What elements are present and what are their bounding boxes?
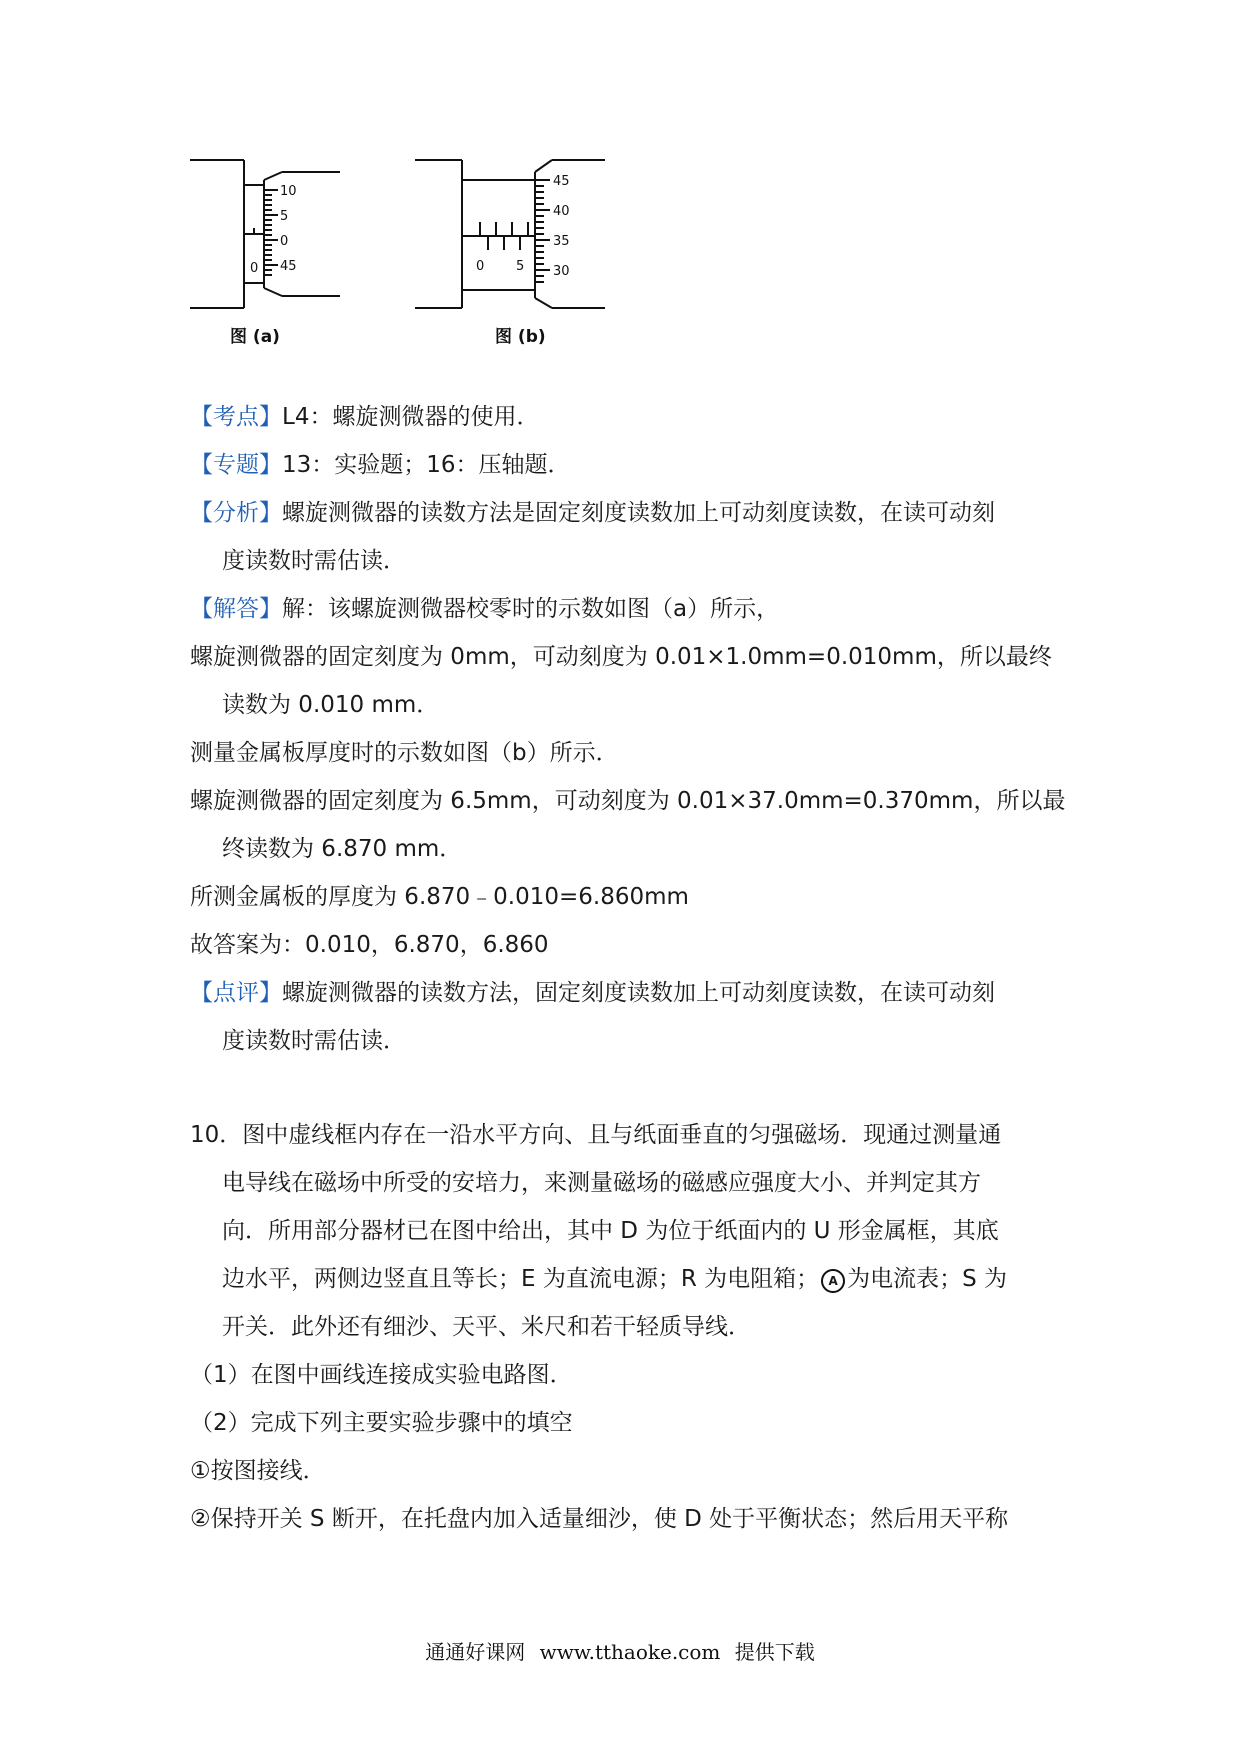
- micrometer-figure-a: [190, 160, 340, 308]
- kaodian-tag: 【考点】: [190, 404, 282, 430]
- zhuanti-text: 13：实验题；16：压轴题．: [282, 452, 571, 478]
- solution-line-5: 终读数为 6.870 mm．: [222, 836, 463, 862]
- fig-b-label-40: 40: [553, 204, 570, 219]
- zhuanti-tag: 【专题】: [190, 452, 282, 478]
- solution-line-4: 螺旋测微器的固定刻度为 6.5mm，可动刻度为 0.01×37.0mm=0.370mm，所以最: [190, 788, 1066, 814]
- answer-line: 故答案为：0.010，6.870，6.860: [190, 932, 549, 958]
- problem10-line-2: 电导线在磁场中所受的安培力，来测量磁场的磁感应强度大小、并判定其方: [222, 1170, 981, 1196]
- jieda-tag: 【解答】: [190, 596, 282, 622]
- problem10-line-4a: 边水平，两侧边竖直且等长；E 为直流电源；R 为电阻箱；: [222, 1266, 820, 1292]
- step-2: ②保持开关 S 断开，在托盘内加入适量细沙，使 D 处于平衡状态；然后用天平称: [190, 1506, 1009, 1532]
- problem10-line-4: [222, 1260, 1007, 1293]
- footer-url[interactable]: www.tthaoke.com: [539, 1640, 721, 1664]
- micrometer-figure-b: [415, 160, 605, 308]
- kaodian-text: L4：螺旋测微器的使用．: [282, 404, 540, 430]
- fenxi-text-1: 螺旋测微器的读数方法是固定刻度读数加上可动刻度读数，在读可动刻: [282, 500, 995, 526]
- footer-suffix: 提供下载: [734, 1640, 815, 1664]
- page-footer: [0, 1636, 1240, 1665]
- fig-b-sleeve-5: 5: [516, 259, 525, 274]
- fig-a-label-10: 10: [280, 184, 297, 199]
- fig-b-caption: 图 (b): [495, 327, 546, 347]
- fenxi-tag: 【分析】: [190, 500, 282, 526]
- solution-line-2: 读数为 0.010 mm．: [222, 692, 440, 718]
- zhuanti-line: [190, 446, 571, 479]
- problem10-line-1: 10．图中虚线框内存在一沿水平方向、且与纸面垂直的匀强磁场．现通过测量通: [190, 1122, 1002, 1148]
- fenxi-text-2: 度读数时需估读．: [222, 548, 406, 574]
- jieda-line: [190, 590, 779, 623]
- question-2: （2）完成下列主要实验步骤中的填空: [190, 1410, 573, 1436]
- dianping-text-1: 螺旋测微器的读数方法，固定刻度读数加上可动刻度读数，在读可动刻: [282, 980, 995, 1006]
- dianping-text-2: 度读数时需估读．: [222, 1028, 406, 1054]
- fig-a-label-45: 45: [280, 259, 297, 274]
- dianping-tag: 【点评】: [190, 980, 282, 1006]
- problem10-line-5: 开关．此外还有细沙、天平、米尺和若干轻质导线．: [222, 1314, 751, 1340]
- step-1: ①按图接线．: [190, 1458, 326, 1484]
- fenxi-line: [190, 494, 995, 527]
- fig-b-label-45: 45: [553, 174, 570, 189]
- ammeter-icon: A: [821, 1269, 845, 1293]
- solution-line-3: 测量金属板厚度时的示数如图（b）所示．: [190, 740, 619, 766]
- solution-line-6: 所测金属板的厚度为 6.870﹣0.010=6.860mm: [190, 884, 689, 910]
- fig-b-sleeve-0: 0: [476, 259, 485, 274]
- fig-a-sleeve-0: 0: [250, 261, 259, 276]
- fig-b-label-30: 30: [553, 264, 570, 279]
- micrometer-figures: [190, 150, 710, 350]
- fig-a-label-5: 5: [280, 209, 289, 224]
- fig-a-caption: 图 (a): [230, 327, 280, 347]
- solution-line-1: 螺旋测微器的固定刻度为 0mm，可动刻度为 0.01×1.0mm=0.010mm，所以最终: [190, 644, 1052, 670]
- footer-site-name: 通通好课网: [425, 1640, 526, 1664]
- dianping-line: [190, 974, 995, 1007]
- problem10-line-3: 向．所用部分器材已在图中给出，其中 D 为位于纸面内的 U 形金属框，其底: [222, 1218, 999, 1244]
- kaodian-line: [190, 398, 539, 431]
- fig-a-label-0: 0: [280, 234, 289, 249]
- fig-b-label-35: 35: [553, 234, 570, 249]
- jieda-text: 解：该螺旋测微器校零时的示数如图（a）所示，: [282, 596, 780, 622]
- question-1: （1）在图中画线连接成实验电路图．: [190, 1362, 573, 1388]
- problem10-line-4b: 为电流表；S 为: [847, 1266, 1008, 1292]
